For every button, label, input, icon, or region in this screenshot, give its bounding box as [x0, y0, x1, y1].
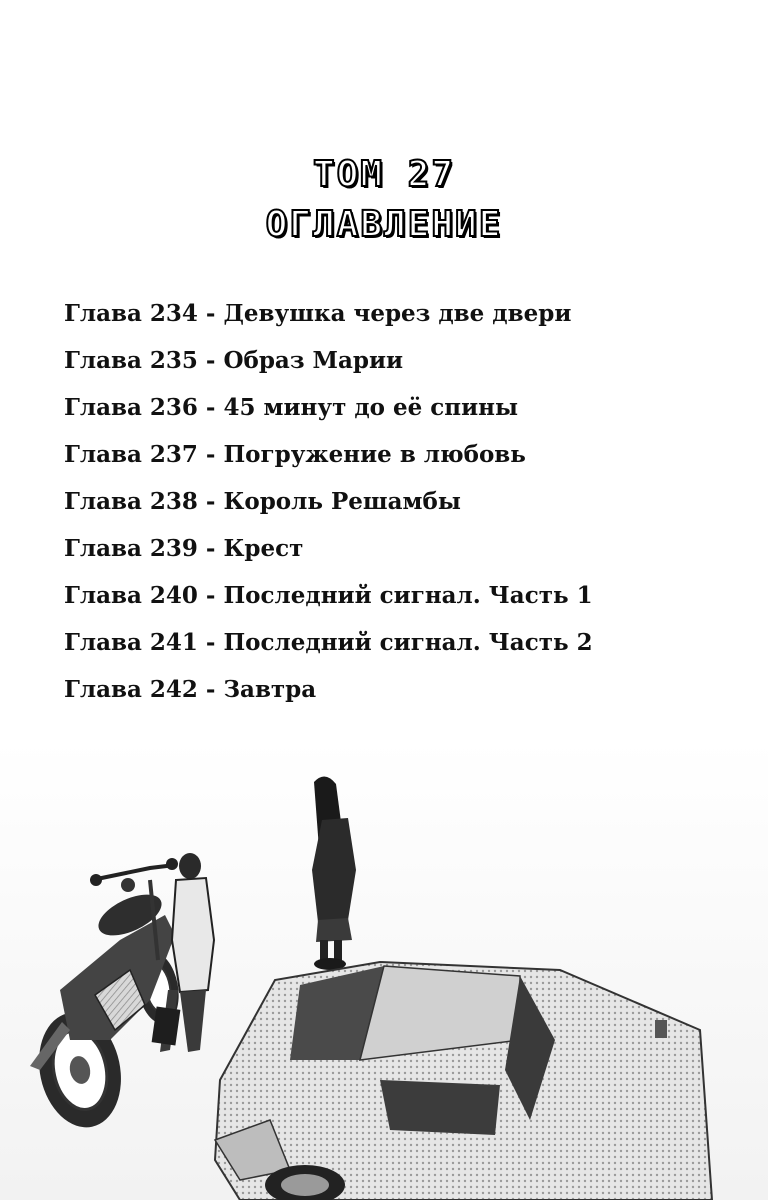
contents-heading: ОГЛАВЛЕНИЕ: [265, 204, 503, 245]
volume-title: ТОМ 27: [312, 154, 456, 195]
chapter-item: Глава 242 - Завтра: [64, 676, 317, 703]
chapter-item: Глава 237 - Погружение в любовь: [64, 441, 526, 468]
chapter-item: Глава 235 - Образ Марии: [64, 347, 404, 374]
manga-illustration: [0, 740, 768, 1200]
chapter-item: Глава 239 - Крест: [64, 535, 304, 562]
chapter-list: [64, 290, 744, 713]
chapter-item: Глава 241 - Последний сигнал. Часть 2: [64, 629, 593, 656]
chapter-item: Глава 234 - Девушка через две двери: [64, 300, 572, 327]
chapter-item: Глава 236 - 45 минут до её спины: [64, 394, 519, 421]
chapter-item: Глава 240 - Последний сигнал. Часть 1: [64, 582, 593, 609]
chapter-item: Глава 238 - Король Решамбы: [64, 488, 461, 515]
toc-header: [0, 150, 768, 250]
